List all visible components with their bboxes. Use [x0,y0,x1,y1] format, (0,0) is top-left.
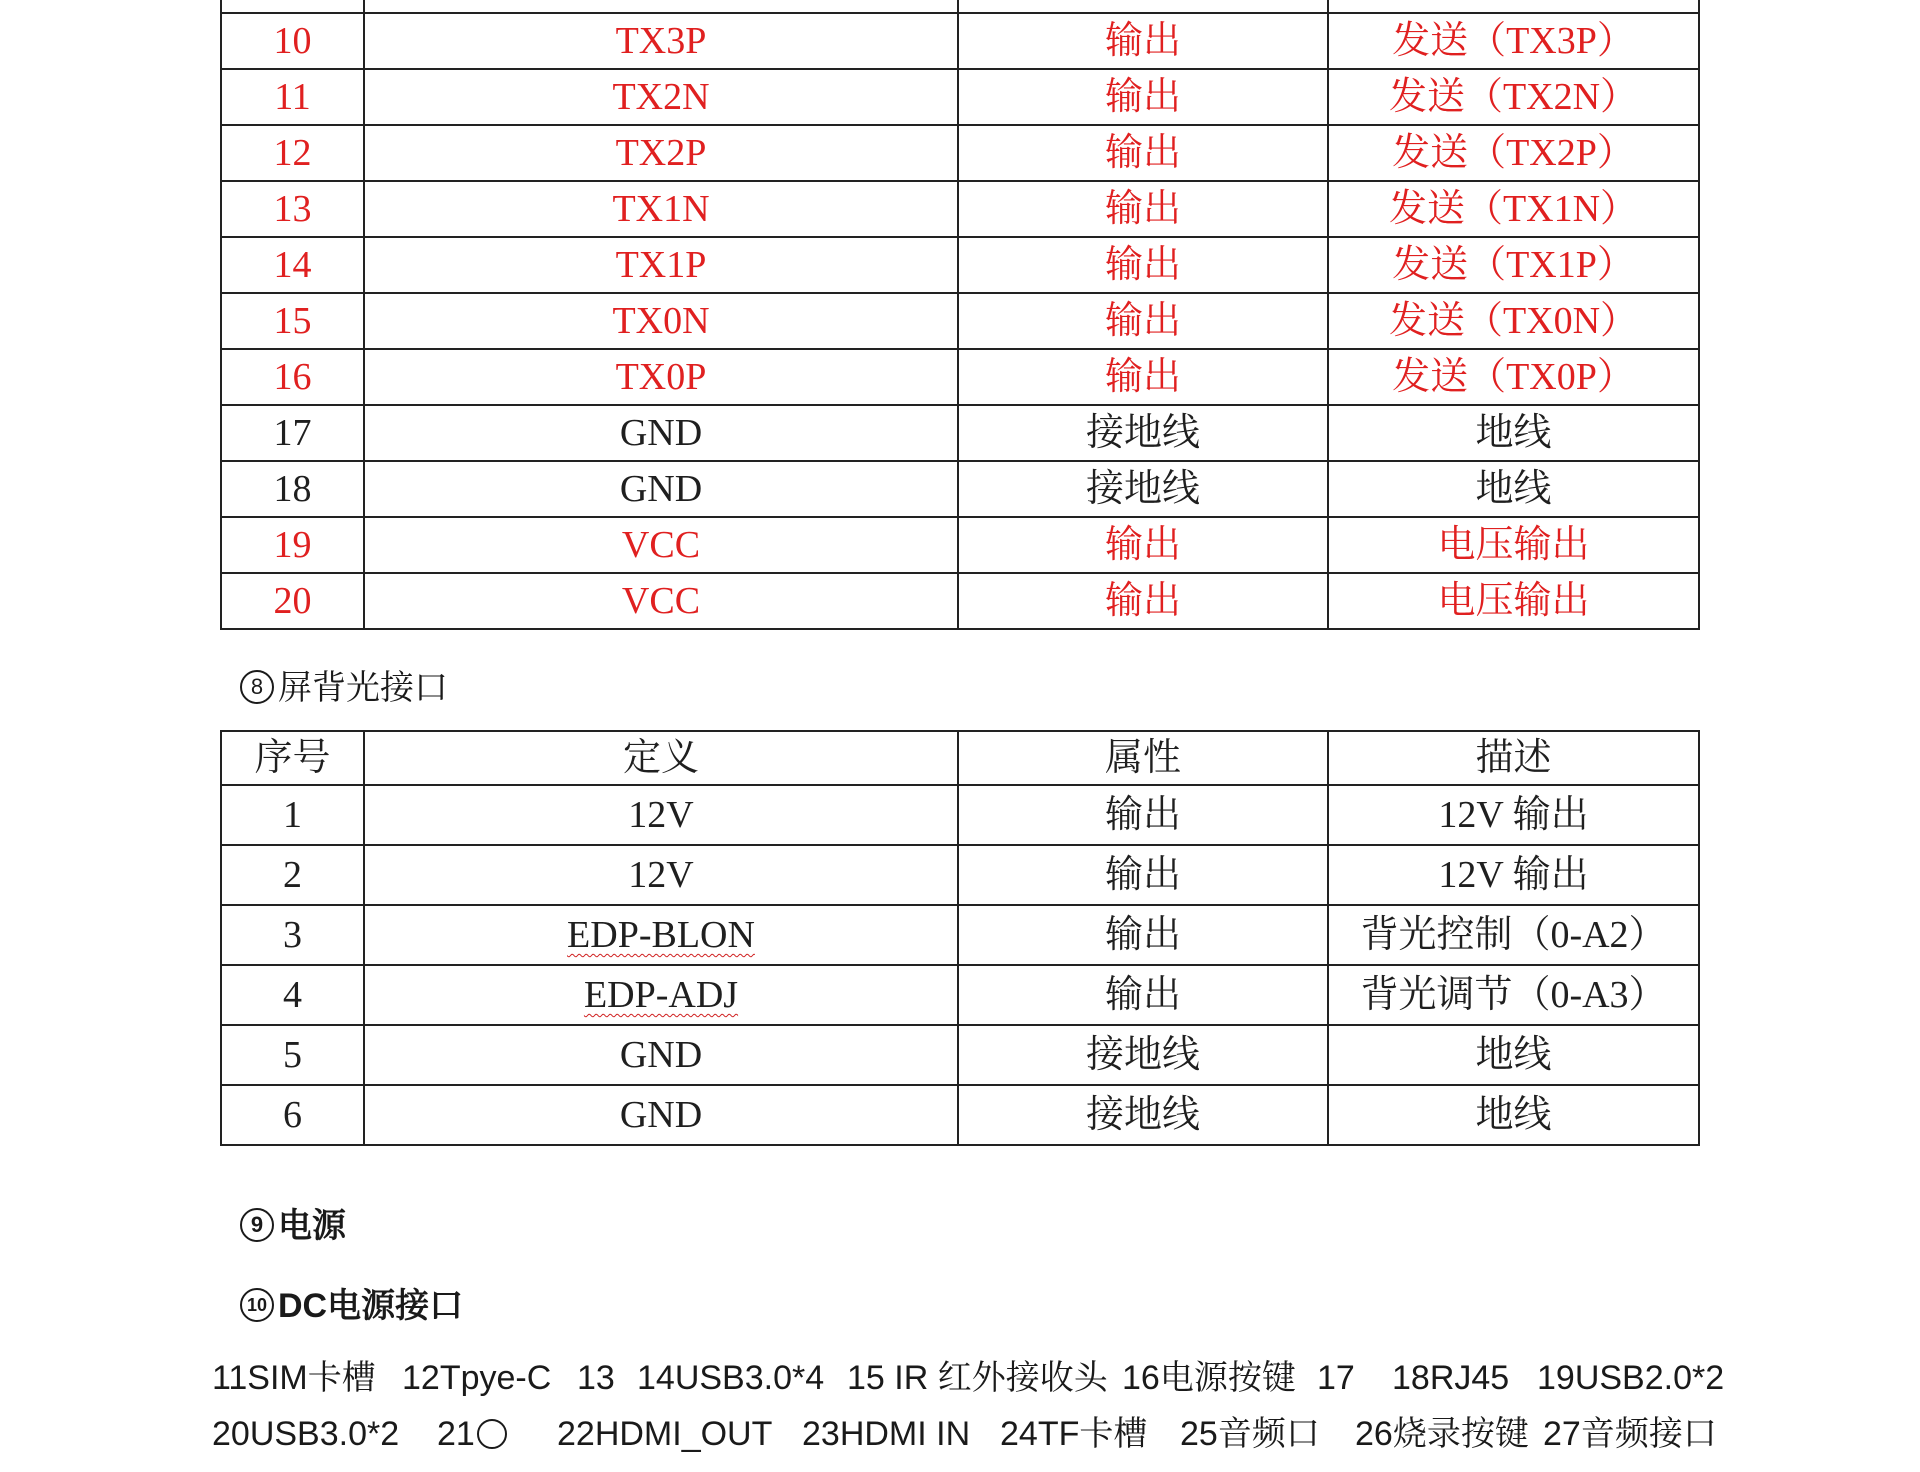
legend-item: 16电源按键 [1122,1359,1296,1397]
pin-table-top [220,0,1700,630]
cell-def: GND [364,461,958,517]
table-row [221,405,1699,461]
section-title: DC电源接口 [278,1287,464,1325]
legend-item: 20USB3.0*2 [212,1415,400,1453]
cell-desc [1328,0,1699,13]
legend-item: 22HDMI_OUT [557,1415,773,1453]
cell-attr: 输出 [958,237,1328,293]
cell-num: 1 [221,785,364,845]
table-row [221,1025,1699,1085]
table-row [221,181,1699,237]
cell-def: VCC [364,573,958,629]
cell-attr: 输出 [958,125,1328,181]
cell-def: GND [364,1025,958,1085]
table-row [221,573,1699,629]
legend-item-21 [437,1415,557,1454]
cell-num: 14 [221,237,364,293]
legend-item: 11SIM卡槽 [212,1359,376,1397]
table-row [221,461,1699,517]
cell-num: 12 [221,125,364,181]
cell-desc: 地线 [1328,461,1699,517]
cell-desc: 地线 [1328,405,1699,461]
cell-desc: 发送（TX3P） [1328,13,1699,69]
cell-attr: 输出 [958,349,1328,405]
cell-num: 17 [221,405,364,461]
table-row [221,13,1699,69]
circled-number: 8 [240,670,274,704]
cell-def: TX1P [364,237,958,293]
cell-num: 19 [221,517,364,573]
cell-num: 6 [221,1085,364,1145]
legend-item: 17 [1317,1359,1355,1397]
cell-attr: 输出 [958,845,1328,905]
cell-num: 15 [221,293,364,349]
cell-num: 16 [221,349,364,405]
table-row [221,1085,1699,1145]
cell-attr: 输出 [958,965,1328,1025]
legend-item: 13 [577,1359,615,1397]
section-9-heading [240,1198,346,1247]
table-row [221,517,1699,573]
cell-attr: 接地线 [958,461,1328,517]
section-title: 屏背光接口 [278,669,448,707]
header-cell: 属性 [958,731,1328,785]
cell-def-text: EDP-ADJ [583,974,739,1016]
port-legend-line-2 [212,1406,1717,1455]
table-row [221,237,1699,293]
table-row [221,125,1699,181]
cell-def [364,965,958,1025]
cell-desc: 发送（TX2P） [1328,125,1699,181]
cell-num: 11 [221,69,364,125]
cell-num: 3 [221,905,364,965]
table-row [221,905,1699,965]
cell-num: 13 [221,181,364,237]
cell-num: 2 [221,845,364,905]
cell-desc: 背光调节（0-A3） [1328,965,1699,1025]
pin-table-top-body [221,0,1699,629]
table-row [221,0,1699,13]
cell-desc: 地线 [1328,1085,1699,1145]
legend-item: 14USB3.0*4 [637,1359,825,1397]
cell-def [364,0,958,13]
cell-desc: 发送（TX0N） [1328,293,1699,349]
cell-desc: 发送（TX1N） [1328,181,1699,237]
table-row [221,349,1699,405]
cell-attr: 输出 [958,181,1328,237]
cell-desc: 电压输出 [1328,573,1699,629]
cell-def: TX0N [364,293,958,349]
cell-attr: 输出 [958,785,1328,845]
backlight-table-body [221,785,1699,1145]
cell-def-text: EDP-BLON [567,914,755,956]
port-legend-line-1 [212,1350,1724,1399]
header-cell: 描述 [1328,731,1699,785]
table-row [221,785,1699,845]
cell-attr: 输出 [958,69,1328,125]
legend-item: 15 IR 红外接收头 [847,1359,1108,1397]
cell-def: GND [364,405,958,461]
cell-desc: 发送（TX2N） [1328,69,1699,125]
cell-attr: 输出 [958,905,1328,965]
legend-item: 23HDMI IN [802,1415,971,1453]
header-cell: 序号 [221,731,364,785]
table-header-row [221,731,1699,785]
cell-desc: 背光控制（0-A2） [1328,905,1699,965]
cell-attr: 输出 [958,293,1328,349]
section-10-heading [240,1278,463,1327]
backlight-table [220,730,1700,1146]
table-row [221,69,1699,125]
cell-def: 12V [364,845,958,905]
cell-num: 20 [221,573,364,629]
table-row [221,293,1699,349]
table-row [221,965,1699,1025]
cell-attr: 接地线 [958,405,1328,461]
cell-num [221,0,364,13]
cell-attr: 接地线 [958,1025,1328,1085]
cell-desc: 12V 输出 [1328,845,1699,905]
cell-num: 18 [221,461,364,517]
cell-desc: 发送（TX1P） [1328,237,1699,293]
cell-desc: 发送（TX0P） [1328,349,1699,405]
cell-desc: 地线 [1328,1025,1699,1085]
cell-def: 12V [364,785,958,845]
section-8-heading [240,660,448,709]
cell-desc: 12V 输出 [1328,785,1699,845]
cell-attr: 输出 [958,517,1328,573]
cell-num: 4 [221,965,364,1025]
cell-def: VCC [364,517,958,573]
cell-attr: 输出 [958,573,1328,629]
circled-number: 9 [240,1208,274,1242]
circled-number: 10 [240,1288,274,1322]
legend-item: 12Tpye-C [402,1359,552,1397]
legend-item: 18RJ45 [1392,1359,1510,1397]
legend-item: 27音频接口 [1543,1415,1717,1453]
legend-item: 25音频口 [1180,1415,1320,1453]
circle-icon [477,1419,507,1449]
cell-num: 10 [221,13,364,69]
cell-num: 5 [221,1025,364,1085]
legend-item: 21 [437,1415,475,1453]
cell-def: TX3P [364,13,958,69]
cell-def: TX0P [364,349,958,405]
cell-def: TX1N [364,181,958,237]
cell-def: TX2P [364,125,958,181]
legend-item: 24TF卡槽 [1000,1415,1148,1453]
legend-item: 19USB2.0*2 [1537,1359,1725,1397]
table-row [221,845,1699,905]
cell-attr: 输出 [958,13,1328,69]
cell-def: TX2N [364,69,958,125]
cell-def [364,905,958,965]
cell-desc: 电压输出 [1328,517,1699,573]
cell-def: GND [364,1085,958,1145]
header-cell: 定义 [364,731,958,785]
cell-attr: 接地线 [958,1085,1328,1145]
cell-attr [958,0,1328,13]
section-title: 电源 [278,1207,346,1245]
legend-item: 26烧录按键 [1355,1415,1529,1453]
